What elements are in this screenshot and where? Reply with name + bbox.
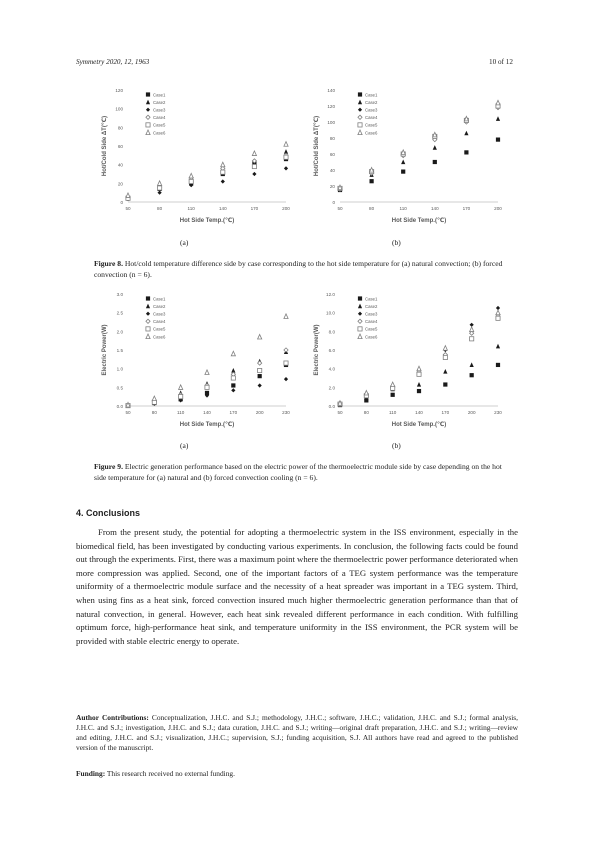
x-axis-label: Hot Side Temp.(℃): [391, 422, 447, 428]
data-point: [258, 361, 262, 365]
legend-entry: Case1: [153, 296, 166, 302]
legend-marker: [146, 334, 150, 339]
running-header-journal: Symmetry 2020, 12, 1963: [76, 58, 150, 66]
y-tick-label: 0: [332, 200, 335, 205]
y-tick-label: 100: [115, 106, 123, 112]
legend-entry: Case4: [153, 115, 166, 121]
data-point: [189, 179, 193, 183]
data-point: [470, 373, 474, 377]
y-axis-label: Electric Power(W): [314, 324, 320, 376]
data-point: [496, 316, 500, 320]
data-point: [252, 164, 256, 168]
legend-marker: [146, 108, 150, 112]
y-tick-label: 0.0: [328, 404, 335, 409]
data-point: [401, 150, 405, 155]
data-point: [284, 377, 288, 381]
y-tick-label: 2.0: [116, 329, 123, 335]
y-tick-label: 0.0: [116, 404, 123, 409]
legend-entry: Case6: [153, 334, 166, 340]
data-point: [464, 150, 468, 154]
y-tick-label: 40: [329, 168, 335, 173]
data-point: [284, 155, 288, 159]
data-point: [152, 396, 156, 401]
data-point: [417, 366, 421, 371]
y-tick-label: 0: [120, 200, 123, 205]
legend-marker: [358, 115, 362, 119]
data-point: [338, 185, 342, 190]
y-tick-label: 60: [117, 144, 123, 149]
y-axis-label: Electric Power(W): [102, 324, 108, 376]
legend-marker: [146, 327, 150, 331]
data-point: [470, 337, 474, 341]
x-tick-label: 80: [151, 410, 157, 415]
legend-marker: [146, 296, 150, 300]
figure-9-caption-label: Figure 9.: [94, 462, 123, 471]
y-tick-label: 100: [327, 120, 335, 125]
x-tick-label: 200: [467, 410, 476, 415]
legend-entry: Case4: [365, 319, 378, 325]
figure-9a-chart: [90, 288, 300, 438]
y-tick-label: 80: [117, 125, 123, 131]
x-tick-label: 230: [282, 410, 290, 415]
data-point: [221, 170, 225, 174]
running-header-page: 10 of 12: [489, 58, 513, 66]
x-tick-label: 200: [255, 410, 264, 415]
x-tick-label: 50: [337, 206, 343, 211]
data-point: [433, 132, 437, 137]
legend-entry: Case2: [365, 303, 378, 309]
data-point: [284, 348, 288, 352]
figure-8-caption: [94, 258, 514, 280]
legend-entry: Case5: [153, 326, 166, 332]
data-point: [258, 368, 262, 372]
x-tick-label: 230: [494, 410, 502, 415]
data-point: [496, 100, 500, 105]
y-tick-label: 40: [117, 162, 123, 168]
legend-entry: Case1: [153, 92, 166, 98]
x-tick-label: 140: [203, 410, 211, 415]
x-tick-label: 200: [494, 206, 502, 211]
y-tick-label: 140: [327, 88, 335, 93]
section-heading-conclusions: 4. Conclusions: [76, 508, 141, 518]
x-tick-label: 80: [157, 206, 163, 211]
y-tick-label: 120: [327, 104, 335, 109]
data-point: [470, 327, 474, 332]
legend-entry: Case4: [365, 115, 378, 121]
legend-marker: [146, 92, 150, 96]
x-tick-label: 170: [229, 410, 238, 415]
legend-entry: Case6: [365, 130, 378, 136]
x-axis-label: Hot Side Temp.(℃): [391, 218, 447, 224]
data-point: [464, 131, 468, 136]
legend-marker: [358, 312, 362, 316]
data-point: [231, 383, 235, 387]
y-tick-label: 10.0: [326, 310, 335, 316]
data-point: [252, 172, 256, 176]
legend-entry: Case3: [365, 107, 378, 113]
figure-9-caption-text: Electric generation performance based on the electric power of the thermoelectric module side by case depending on the hot side temperature for (a) natural and (b) forced convection cooling (n = 6).: [94, 462, 502, 482]
data-point: [221, 179, 225, 183]
x-axis-label: Hot Side Temp.(℃): [179, 422, 235, 428]
y-tick-label: 8.0: [328, 329, 335, 335]
data-point: [391, 393, 395, 397]
data-point: [496, 310, 500, 315]
data-point: [464, 116, 468, 121]
legend-marker: [358, 319, 362, 323]
y-tick-label: 1.0: [116, 366, 123, 372]
legend-entry: Case2: [365, 99, 378, 105]
conclusions-paragraph: From the present study, the potential for adopting a thermoelectric system in the ISS environment, especially in the biomedical field, has been investigated by conducting various experiments. In conclusion, the following facts could be found out through the experiments. First, there was a maximum point where the thermoelectric power performance deteriorated when more compression was applied. Second, one of the important factors of a TEG system performance was the temperature uniformity of a thermoelectric module surface and the necessity of a heat spreader was important in a TEG system. Third, when using fins as a heat sink, forced convection insured much higher thermoelectric generation performance than that of natural convection, in general. However, each heat sink revealed different performance in each condition. With fulfilling optimum force, high-performance heat sink, and temperature uniformity in the ISS environment, the PCR system will be provided with stable electric energy to operate.: [76, 527, 518, 646]
data-point: [158, 186, 162, 190]
legend-marker: [358, 296, 362, 300]
y-tick-label: 3.0: [116, 292, 123, 297]
x-tick-label: 110: [399, 206, 407, 211]
y-axis-label: Hot/Cold Side ΔT(℃): [102, 115, 108, 177]
y-tick-label: 60: [329, 152, 335, 157]
funding-label: Funding:: [76, 769, 106, 778]
data-point: [126, 402, 130, 407]
data-point: [221, 162, 225, 167]
data-point: [189, 173, 193, 178]
funding-statement: [76, 769, 518, 779]
x-tick-label: 140: [218, 206, 227, 211]
legend-entry: Case2: [153, 99, 166, 105]
legend-entry: Case5: [365, 326, 378, 332]
y-tick-label: 2.0: [328, 385, 335, 391]
data-point: [443, 382, 447, 386]
data-point: [401, 160, 405, 165]
legend-entry: Case2: [153, 303, 166, 309]
data-point: [364, 390, 368, 395]
legend-marker: [358, 130, 362, 135]
data-point: [338, 401, 342, 406]
data-point: [158, 191, 162, 195]
data-point: [443, 369, 447, 374]
data-point: [496, 363, 500, 367]
legend-marker: [146, 115, 150, 119]
y-tick-label: 0.5: [116, 385, 123, 391]
x-tick-label: 80: [363, 410, 369, 415]
y-axis-label: Hot/Cold Side ΔT(℃): [314, 115, 320, 177]
data-point: [401, 170, 405, 174]
y-tick-label: 12.0: [326, 292, 335, 297]
figure-9a-label: (a): [180, 441, 189, 450]
data-point: [496, 344, 500, 349]
x-tick-label: 50: [337, 410, 343, 415]
x-tick-label: 110: [177, 410, 185, 415]
data-point: [258, 374, 262, 378]
author-contributions: [76, 713, 518, 753]
legend-entry: Case3: [153, 107, 166, 113]
legend-entry: Case5: [365, 122, 378, 128]
y-tick-label: 20: [329, 184, 335, 189]
x-tick-label: 50: [125, 206, 131, 211]
y-tick-label: 20: [117, 181, 123, 187]
legend-marker: [358, 304, 362, 309]
data-point: [179, 395, 183, 399]
legend-marker: [358, 334, 362, 339]
x-tick-label: 140: [430, 206, 439, 211]
y-tick-label: 1.5: [116, 348, 123, 353]
data-point: [370, 168, 374, 173]
x-tick-label: 110: [389, 410, 397, 415]
data-point: [231, 376, 235, 380]
legend-marker: [146, 312, 150, 316]
data-point: [496, 116, 500, 121]
figure-9b-chart: [302, 288, 512, 438]
data-point: [126, 193, 130, 198]
legend-entry: Case1: [365, 296, 378, 302]
author-contributions-label: Author Contributions:: [76, 713, 149, 722]
figure-8a-chart: [90, 84, 300, 234]
data-point: [391, 382, 395, 387]
legend-entry: Case6: [153, 130, 166, 136]
data-point: [417, 382, 421, 387]
author-contributions-text: Conceptualization, J.H.C. and S.J.; methodology, J.H.C.; software, J.H.C.; validation, J.H.C. and S.J.; formal analysis, J.H.C. and S.J.; investigation, J.H.C. and S.J.; data curation, J.H.C. and S.J.; writing—original draft preparation, J.H.C. and S.J.; writing—review and editing, J.H.C. and S.J.; visualization, J.H.C.; supervision, S.J.; funding acquisition, S.J. All authors have read and agreed to the published version of the manuscript.: [76, 713, 518, 752]
x-tick-label: 50: [125, 410, 131, 415]
x-tick-label: 140: [415, 410, 423, 415]
legend-marker: [146, 123, 150, 127]
data-point: [470, 362, 474, 367]
x-tick-label: 170: [462, 206, 471, 211]
x-tick-label: 170: [441, 410, 450, 415]
data-point: [158, 181, 162, 186]
data-point: [284, 314, 288, 319]
x-tick-label: 110: [187, 206, 195, 211]
data-point: [284, 361, 288, 365]
legend-marker: [146, 304, 150, 309]
data-point: [258, 383, 262, 387]
data-point: [205, 370, 209, 375]
legend-marker: [358, 327, 362, 331]
legend-marker: [146, 319, 150, 323]
figure-8b-chart: [302, 84, 512, 234]
figure-8b-label: (b): [392, 238, 401, 247]
data-point: [417, 372, 421, 376]
data-point: [417, 389, 421, 393]
legend-entry: Case3: [365, 311, 378, 317]
data-point: [284, 142, 288, 147]
y-tick-label: 120: [115, 88, 123, 93]
data-point: [284, 166, 288, 170]
data-point: [231, 351, 235, 356]
data-point: [179, 385, 183, 390]
y-tick-label: 80: [329, 136, 335, 141]
data-point: [443, 346, 447, 351]
x-tick-label: 200: [282, 206, 290, 211]
figure-9-caption: [94, 461, 514, 483]
legend-entry: Case5: [153, 122, 166, 128]
legend-entry: Case6: [365, 334, 378, 340]
funding-text: This research received no external funding.: [106, 769, 235, 778]
legend-entry: Case1: [365, 92, 378, 98]
legend-marker: [358, 100, 362, 105]
x-tick-label: 80: [369, 206, 375, 211]
data-point: [433, 160, 437, 164]
legend-marker: [146, 130, 150, 135]
legend-marker: [358, 92, 362, 96]
y-tick-label: 2.5: [116, 310, 123, 316]
data-point: [496, 138, 500, 142]
x-axis-label: Hot Side Temp.(℃): [179, 218, 235, 224]
data-point: [205, 385, 209, 389]
figure-8-caption-label: Figure 8.: [94, 259, 123, 268]
legend-marker: [358, 123, 362, 127]
y-tick-label: 4.0: [328, 366, 335, 372]
data-point: [433, 145, 437, 150]
figure-9b-label: (b): [392, 441, 401, 450]
legend-entry: Case3: [153, 311, 166, 317]
data-point: [370, 179, 374, 183]
data-point: [258, 334, 262, 339]
x-tick-label: 170: [250, 206, 259, 211]
legend-entry: Case4: [153, 319, 166, 325]
data-point: [252, 151, 256, 156]
legend-marker: [146, 100, 150, 105]
y-tick-label: 6.0: [328, 348, 335, 353]
data-point: [443, 355, 447, 359]
figure-8a-label: (a): [180, 238, 189, 247]
data-point: [231, 388, 235, 392]
figure-8-caption-text: Hot/cold temperature difference side by case corresponding to the hot side temperature for (a) natural convection; (b) forced convection (n = 6).: [94, 259, 503, 279]
legend-marker: [358, 108, 362, 112]
